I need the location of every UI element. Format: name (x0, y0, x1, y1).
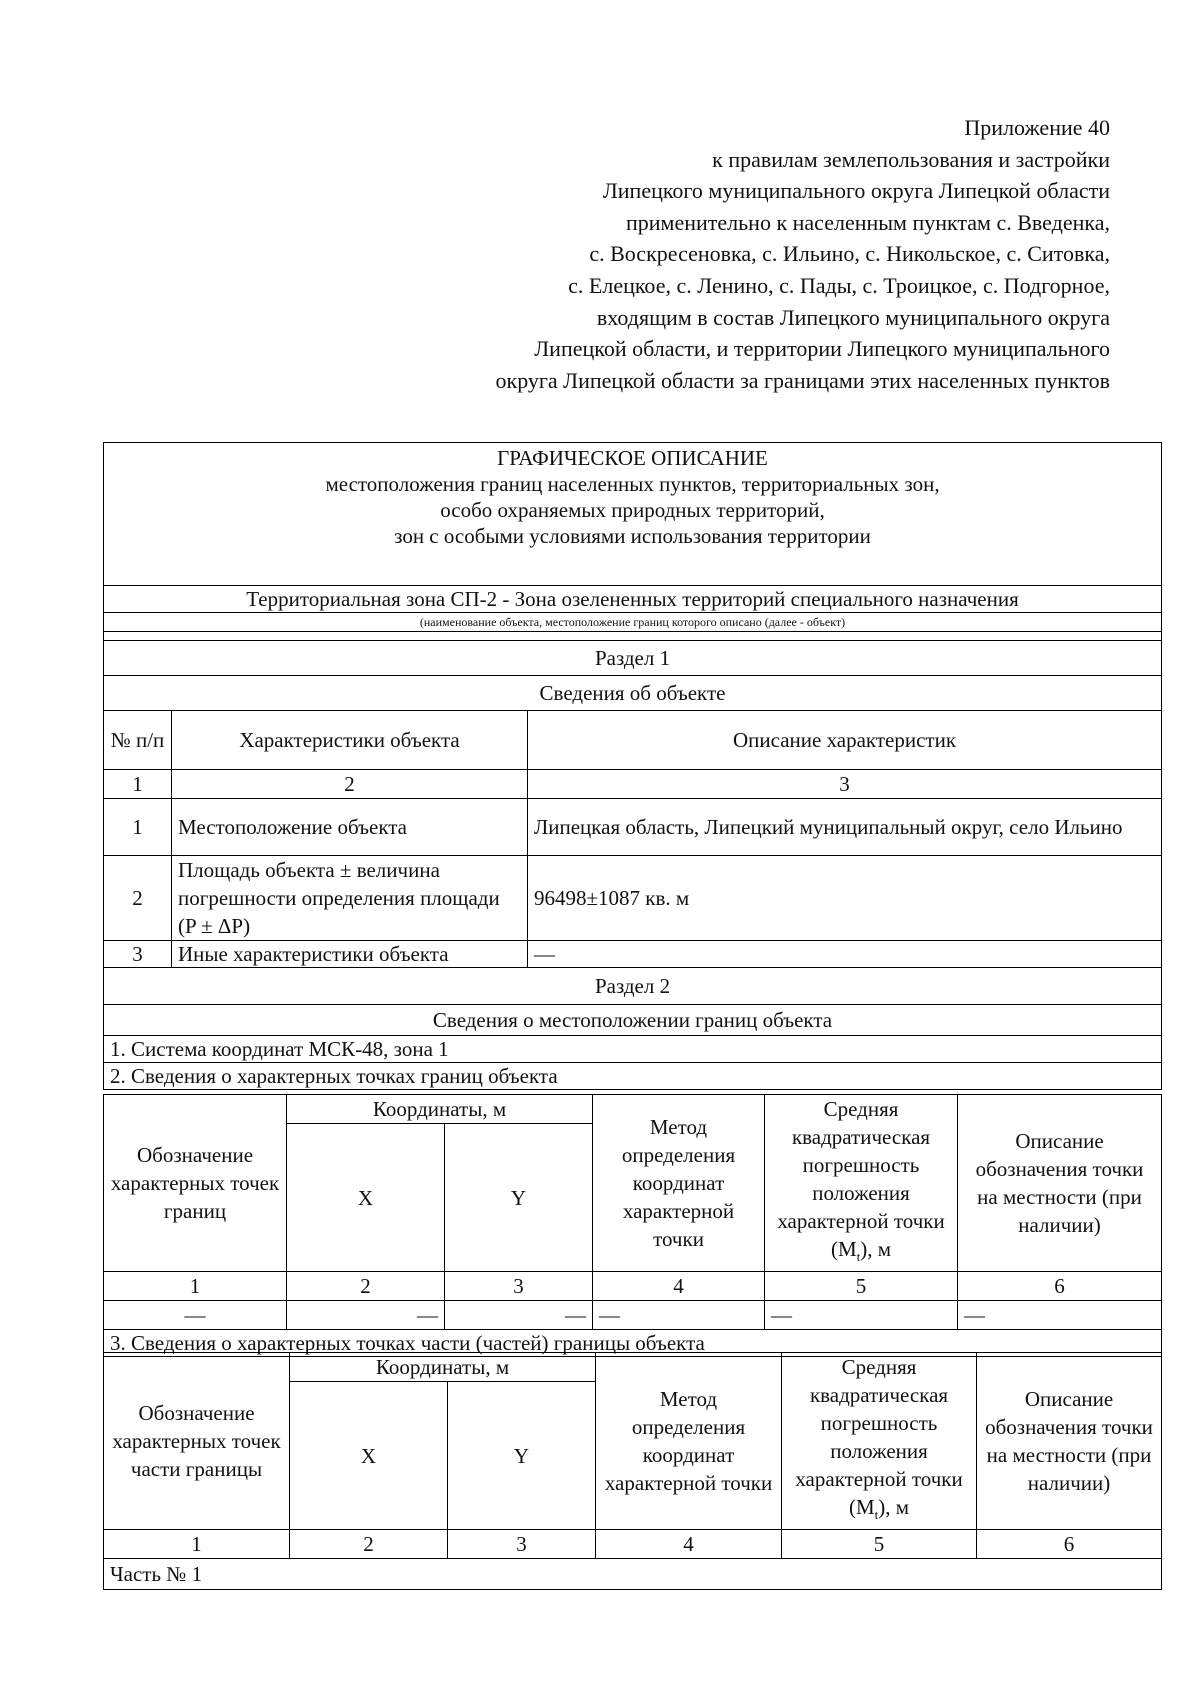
row-number: 3 (104, 941, 172, 968)
section2-subtitle: Сведения о местоположении границ объекта (104, 1005, 1162, 1036)
row-value: 96498±1087 кв. м (528, 856, 1162, 941)
mse-text: Средняя квадратическая погрешность положения характерной точки (M (795, 1355, 963, 1519)
col-number: 1 (104, 770, 172, 799)
table-row (104, 799, 1162, 856)
cell-dash: — (765, 1301, 958, 1330)
col-header-x: X (290, 1382, 448, 1530)
mse-text: Средняя квадратическая погрешность положения характерной точки (M (777, 1097, 945, 1261)
col-header-mse (765, 1095, 958, 1272)
row-number: 2 (104, 856, 172, 941)
col-header-coords: Координаты, м (290, 1353, 596, 1382)
section1-title: Раздел 1 (104, 641, 1162, 676)
col-header-mse (782, 1353, 977, 1530)
header-line: Липецкого муниципального округа Липецкой области (602, 178, 1110, 204)
col-number: 4 (593, 1272, 765, 1301)
parts-table (103, 1352, 1162, 1590)
col-number: 1 (104, 1272, 287, 1301)
col-header-method: Метод определения координат характерной точки (593, 1095, 765, 1272)
cell-dash: — (287, 1301, 445, 1330)
title-sub: местоположения границ населенных пунктов, территориальных зон, (325, 472, 940, 496)
col-header-characteristics: Характеристики объекта (172, 711, 528, 770)
mse-sub: t (874, 1507, 879, 1523)
coordinate-system: 1. Система координат МСК-48, зона 1 (104, 1036, 1162, 1063)
header-line: входящим в состав Липецкого муниципального округа (596, 304, 1110, 330)
cell-dash: — (593, 1301, 765, 1330)
col-number: 3 (448, 1530, 596, 1559)
row-name: Иные характеристики объекта (172, 941, 528, 968)
header-line: округа Липецкой области за границами этих населенных пунктов (495, 367, 1110, 393)
col-header-number: № п/п (104, 711, 172, 770)
row-name: Местоположение объекта (172, 799, 528, 856)
points-table (103, 1094, 1162, 1357)
object-name: Территориальная зона СП-2 - Зона озелененных территорий специального назначения (104, 586, 1162, 613)
table-row (104, 941, 1162, 968)
col-header-x: X (287, 1124, 445, 1272)
parts-title: 3. Сведения о характерных точках части (частей) границы объекта (104, 1330, 1162, 1357)
header-line: к правилам землепользования и застройки (712, 146, 1110, 172)
header-line: Липецкой области, и территории Липецкого муниципального (534, 336, 1110, 362)
title-sub: зон с особыми условиями использования территории (394, 524, 871, 548)
document-header (496, 112, 1111, 396)
title-sub: особо охраняемых природных территорий, (440, 498, 825, 522)
mse-end: ), м (860, 1237, 892, 1261)
cell-dash: — (104, 1301, 287, 1330)
col-header-point-description: Описание обозначения точки на местности (при наличии) (977, 1353, 1162, 1530)
col-header-designation: Обозначение характерных точек части границы (104, 1353, 290, 1530)
col-number: 2 (172, 770, 528, 799)
section1-subtitle: Сведения об объекте (104, 676, 1162, 711)
object-caption: (наименование объекта, местоположение границ которого описано (далее - объект) (104, 613, 1162, 632)
row-number: 1 (104, 799, 172, 856)
part-label: Часть № 1 (104, 1559, 1162, 1590)
col-header-coords: Координаты, м (287, 1095, 593, 1124)
col-header-y: Y (448, 1382, 596, 1530)
header-line: Приложение 40 (964, 115, 1110, 140)
cell-dash: — (958, 1301, 1162, 1330)
col-number: 6 (977, 1530, 1162, 1559)
header-line: применительно к населенным пунктам с. Введенка, (626, 209, 1110, 235)
spacer-row (104, 632, 1162, 641)
col-number: 5 (765, 1272, 958, 1301)
title-main: ГРАФИЧЕСКОЕ ОПИСАНИЕ (497, 446, 768, 470)
graphic-description-title (104, 443, 1162, 586)
header-line: с. Елецкое, с. Ленино, с. Пады, с. Троицкое, с. Подгорное, (568, 272, 1110, 298)
mse-end: ), м (878, 1495, 910, 1519)
col-number: 4 (596, 1530, 782, 1559)
col-header-y: Y (445, 1124, 593, 1272)
mse-sub: t (856, 1249, 861, 1265)
header-line: с. Воскресеновка, с. Ильино, с. Никольское, с. Ситовка, (589, 241, 1110, 267)
col-header-method: Метод определения координат характерной точки (596, 1353, 782, 1530)
row-value: — (528, 941, 1162, 968)
col-number: 3 (445, 1272, 593, 1301)
col-number: 5 (782, 1530, 977, 1559)
col-number: 2 (290, 1530, 448, 1559)
col-number: 1 (104, 1530, 290, 1559)
table-row (104, 856, 1162, 941)
section2-title: Раздел 2 (104, 968, 1162, 1005)
section1-table (103, 442, 1162, 1090)
table-row (104, 1301, 1162, 1330)
col-number: 3 (528, 770, 1162, 799)
col-header-designation: Обозначение характерных точек границ (104, 1095, 287, 1272)
points-title: 2. Сведения о характерных точках границ объекта (104, 1063, 1162, 1090)
cell-dash: — (445, 1301, 593, 1330)
col-number: 2 (287, 1272, 445, 1301)
col-header-description: Описание характеристик (528, 711, 1162, 770)
col-header-point-description: Описание обозначения точки на местности (при наличии) (958, 1095, 1162, 1272)
row-name: Площадь объекта ± величина погрешности определения площади (P ± ΔP) (172, 856, 528, 941)
col-number: 6 (958, 1272, 1162, 1301)
row-value: Липецкая область, Липецкий муниципальный округ, село Ильино (528, 799, 1162, 856)
